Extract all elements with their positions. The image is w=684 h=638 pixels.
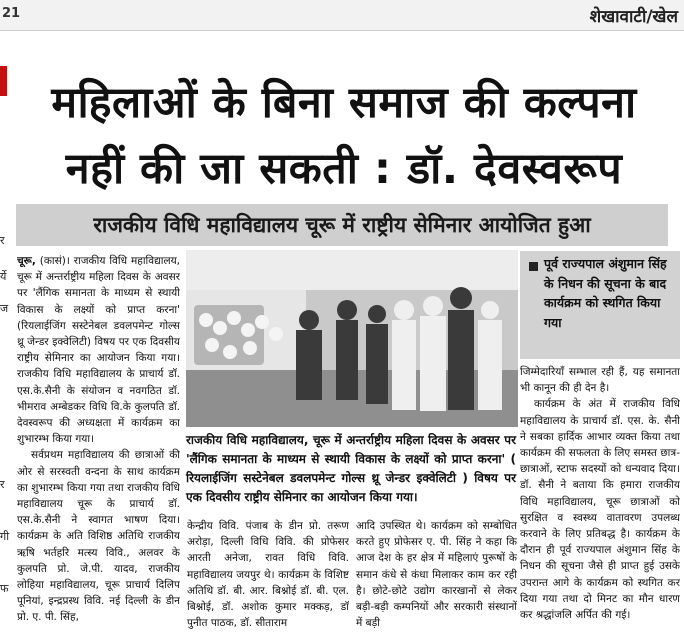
article-paragraph: केन्द्रीय विवि. पंजाब के डीन प्रो. तरूण अरोड़ा, दिल्ली विधि विवि. की प्रोफेसर आरती अनेजा, रावत विधि विवि. महाविद्यालय जयपुर थे। कार्यक्रम के विशिष्ट अतिथि डॉ. बी. आर. बिश्नोई डॉ. बी. एल. बिश्नोई, डॉ. अशोक कुमार मक्कड़, डॉ पुनीत पाठक, डॉ. सीताराम	[187, 520, 349, 630]
article-column-2	[187, 518, 349, 636]
page-number: 21	[2, 6, 21, 21]
left-edge-fragment: र	[0, 234, 5, 247]
headline-accent-bar	[0, 66, 7, 96]
dateline: चूरू,	[17, 255, 36, 267]
article-column-3	[356, 518, 517, 636]
event-photo	[186, 250, 518, 427]
paragraph-text: राजकीय विधि महाविद्यालय, चूरू में अन्तर्राष्ट्रीय महिला दिवस के अवसर पर 'लैंगिक समानता के माध्यम से स्थायी विकास के लक्ष्यों को प्राप्त करना' (रियलाईजिंग सस्टेनेबल डवलपमेन्ट गोल्स थ्रू जेन्डर इक्वेलिटी) विषय पर एक दिवसीय राष्ट्रीय सेमिनार का आयोजन किया गया। राजकीय विधि महाविद्यालय के प्राचार्य डॉ. एस.के.सैनी के संयोजन व नवगठित डॉ. भीमराव अम्बेडकर विधि वि.के कुलपति डॉ. देवस्वरूप की अध्यक्षता में कार्यक्रम का शुभारम्भ किया गया।	[17, 255, 180, 446]
left-edge-fragment: र	[0, 478, 5, 491]
article-column-4	[520, 364, 680, 636]
article-column-1	[17, 253, 180, 636]
section-title: शेखावाटी/खेल	[589, 7, 678, 27]
subheadline: राजकीय विधि महाविद्यालय चूरू में राष्ट्रीय सेमिनार आयोजित हुआ	[93, 213, 591, 237]
article-paragraph: जिम्मेदारियाँ सम्भाल रही हैं, यह समानता भी कानून की ही देन है।	[520, 366, 680, 395]
square-bullet-icon	[529, 262, 538, 271]
photo-caption: राजकीय विधि महाविद्यालय, चूरू में अन्तर्राष्ट्रीय महिला दिवस के अवसर पर 'लैंगिक समानता के माध्यम से स्थायी विकास के लक्ष्यों को प्राप्त करना' ( रियलाईजिंग सस्टेनेबल डवलपमेन्ट गोल्स थ्रू जेन्डर इक्वेलिटी ) विषय पर एक दिवसीय राष्ट्रीय सेमिनार का आयोजन किया गया।	[186, 433, 516, 504]
article-paragraph: कार्यक्रम के अंत में राजकीय विधि महाविद्यालय के प्राचार्य डॉ. एस. के. सैनी ने सबका हार्दिक आभार व्यक्त किया तथा कार्यक्रम की सफलता के लिए समस्त छात्र-छात्राओं, स्टाफ सदस्यों को धन्यवाद दिया। डॉ. सैनी ने बताया कि हमारा राजकीय विधि महाविद्यालय, चूरू छात्राओं को सुरक्षित व स्वस्थ्य वातावरण उपलब्ध करवाने के लिए प्रतिबद्ध है। कार्यक्रम के दौरान ही पूर्व राज्यपाल अंशुमान सिंह के निधन की सूचना जैसे ही प्राप्त हुई उसके उपरान्त आगे के कार्यक्रम को स्थगित कर दिया गया तथा दो मिनट का मौन धारण कर श्रद्धांजलि अर्पित की गई।	[520, 398, 680, 622]
left-edge-fragment: ज	[0, 302, 9, 315]
event-photo-illustration	[186, 250, 518, 427]
article-paragraph: आदि उपस्थित थे। कार्यक्रम को सम्बोधित करते हुए प्रोफेसर ए. पी. सिंह ने कहा कि आज देश के हर क्षेत्र में महिलाएं पुरूषों के समान कंधे से कंधा मिलाकर काम कर रही है। छोटे-छोटे उद्योग कारखानों से लेकर बड़ी-बड़ी कम्पनियों और सरकारी संस्थानों में बड़ी	[356, 520, 517, 630]
left-edge-fragment: गी	[0, 530, 10, 543]
highlight-box-text: पूर्व राज्यपाल अंशुमान सिंह के निधन की सूचना के बाद कार्यक्रम को स्थगित किया गया	[544, 256, 667, 330]
article-paragraph: सर्वप्रथम महाविद्यालय की छात्राओं की ओर से सरस्वती वन्दना के साथ कार्यक्रम का शुभारम्भ किया गया तथा राजकीय विधि महाविद्यालय चूरू के प्राचार्य डॉ. एस.के.सैनी ने स्वागत भाषण दिया। कार्यक्रम के अति विशिष्ठ अतिथि राजकीय ऋषि भर्तहरि मत्स्य विवि., अलवर के कुलपति प्रो. जे.पी. यादव, राजकीय लोहिया महाविद्यालय, चूरू प्राचार्य दिलिप पूनियां, इन्द्रप्रस्थ विवि. नई दिल्ली के डीन प्रो. ए. पी. सिंह,	[17, 449, 180, 624]
left-edge-fragment: र्ये	[0, 270, 7, 283]
news-source: (कासं)।	[39, 255, 70, 267]
page-header-bar	[0, 0, 684, 31]
headline-line-1: महिलाओं के बिना समाज की कल्पना	[51, 78, 637, 128]
headline-line-2: नहीं की जा सकती : डॉ. देवस्वरूप	[65, 144, 623, 194]
left-edge-fragment: फ	[0, 582, 9, 595]
article-paragraph	[17, 253, 180, 447]
headline	[12, 70, 676, 202]
